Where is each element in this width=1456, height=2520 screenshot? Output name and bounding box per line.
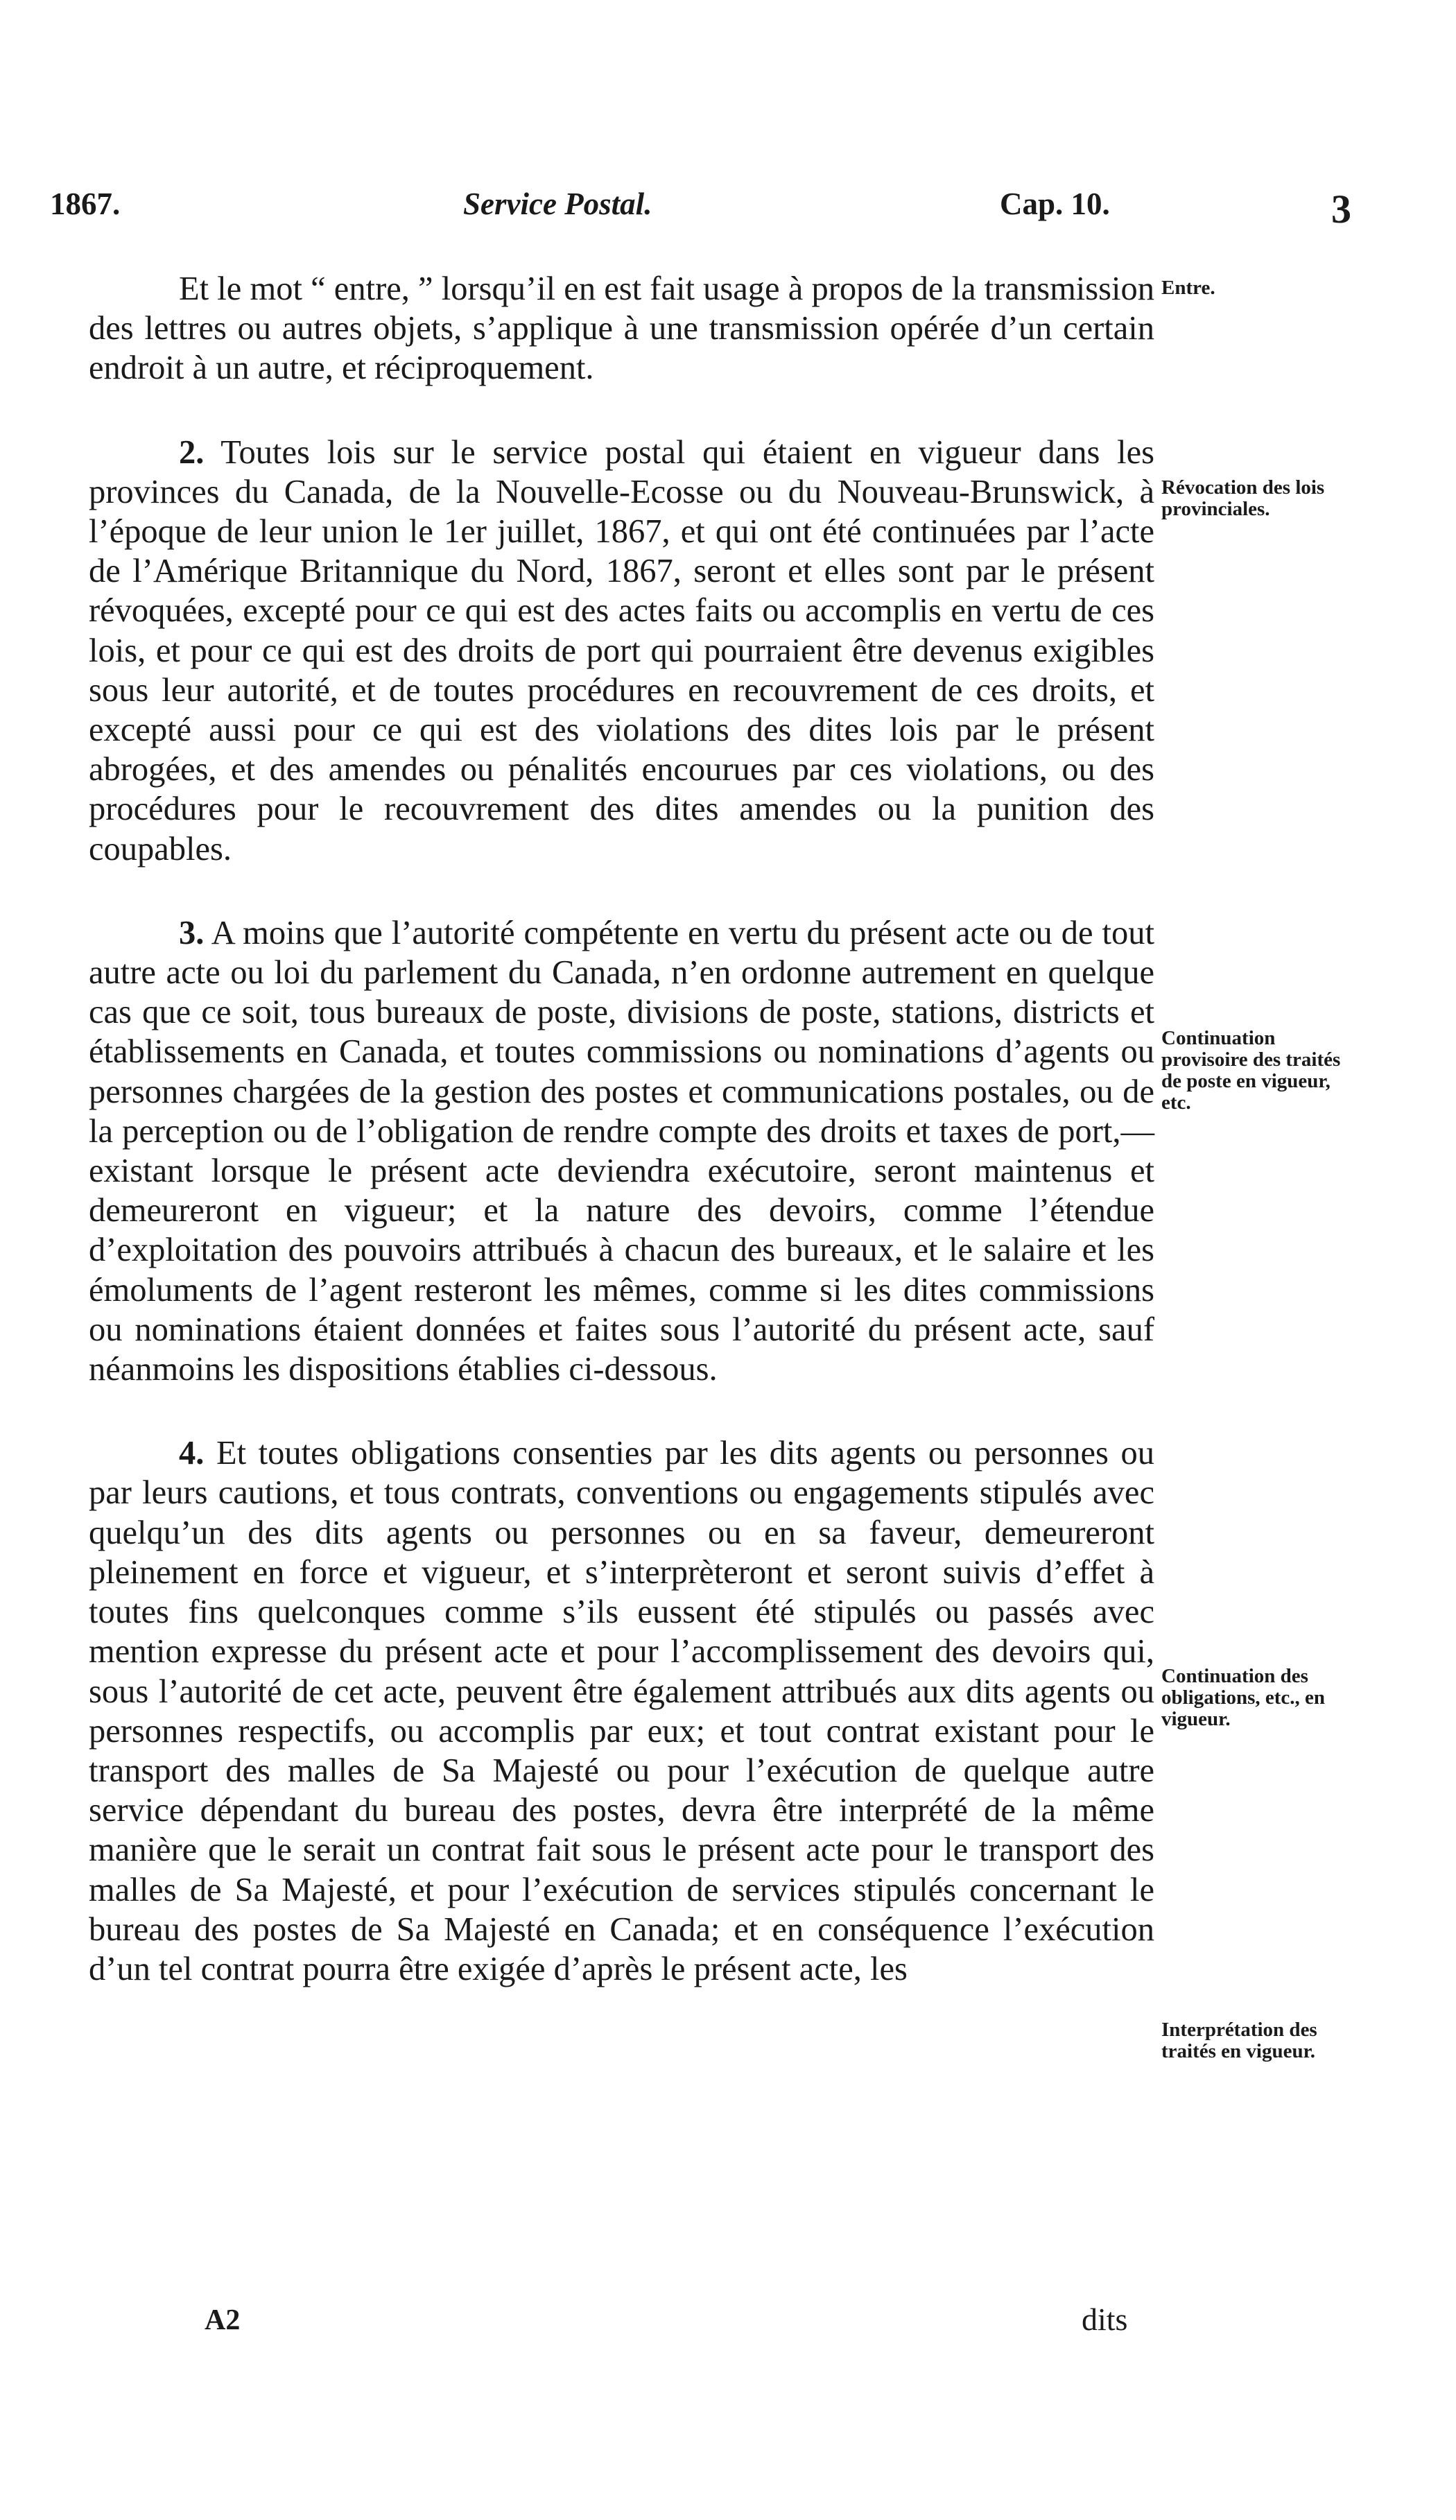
margin-note-entre: Entre. — [1161, 277, 1215, 299]
section-3 — [89, 913, 1154, 1389]
margin-note-continuation-provisoire: Continuation provisoire des traités de poste en vigueur, etc. — [1161, 1027, 1341, 1114]
section-number: 3. — [179, 914, 205, 951]
header-title: Service Postal. — [463, 187, 652, 221]
section-number: 2. — [179, 433, 205, 471]
body-text — [89, 269, 1154, 1989]
section-4 — [89, 1433, 1154, 1989]
page-number: 3 — [1331, 187, 1351, 232]
paragraph-text: A moins que l’autorité compétente en vertu du présent acte ou de tout autre acte ou loi du parlement du Canada, n’en ordonne autrement en quelque cas que ce soit, tous bureaux de poste, divisions de poste, stations, districts et établissements en Canada, et toutes commissions ou nominations d’agents ou personnes chargées de la gestion des postes et communications postales, ou de la perception ou de l’obligation de rendre compte des droits et taxes de port,—existant lorsque le présent acte deviendra exécutoire, seront maintenus et demeureront en vigueur; et la nature des devoirs, comme l’étendue d’exploitation des pouvoirs attribués à chacun des bureaux, et le salaire et les émoluments de l’agent resteront les mêmes, comme si les dites commissions ou nominations étaient données et faites sous l’autorité du présent acte, sauf néanmoins les dispositions établies ci-dessous. — [89, 914, 1155, 1388]
header-year: 1867. — [50, 187, 121, 221]
section-number: 4. — [179, 1435, 205, 1472]
running-header — [0, 186, 1456, 232]
margin-note-continuation-obligations: Continuation des obligations, etc., en vigueur. — [1161, 1665, 1326, 1730]
paragraph-text: Et le mot “ entre, ” lorsqu’il en est fait usage à propos de la transmission des lettres ou autres objets, s’applique à une transmission opérée d’un certain endroit à un autre, et réciproquement. — [89, 270, 1154, 387]
signature-mark: A2 — [205, 2304, 241, 2336]
header-chapter: Cap. 10. — [1000, 187, 1110, 221]
section-2 — [89, 433, 1154, 869]
margin-note-interpretation: Interprétation des traités en vigueur. — [1161, 2019, 1317, 2062]
margin-note-revocation: Révocation des lois provinciales. — [1161, 476, 1325, 520]
paragraph-text: Et toutes obligations consenties par les dits agents ou personnes ou par leurs cautions, et tous contrats, conventions ou engagements stipulés avec quelqu’un des dits agents ou personnes ou en sa faveur, demeureront pleinement en force et vigueur, et s’interprèteront et seront suivis d’effet à toutes fins quelconques comme s’ils eussent été stipulés ou passés avec mention expresse du présent acte et pour l’accomplissement des devoirs qui, sous l’autorité de cet acte, peuvent être également attribués aux dits agents ou personnes respectifs, ou accomplis par eux; et tout contrat existant pour le transport des malles de Sa Majesté ou pour l’exécution de quelque autre service dépendant du bureau des postes, devra être interprété de la même manière que le serait un contrat fait sous le présent acte pour le transport des malles de Sa Majesté, et pour l’exécution de services stipulés concernant le bureau des postes de Sa Majesté en Canada; et en conséquence l’exécution d’un tel contrat pourra être exigée d’après le présent acte, les — [89, 1435, 1154, 1987]
catchword: dits — [1082, 2302, 1128, 2337]
paragraph-entre — [89, 269, 1154, 388]
paragraph-text: Toutes lois sur le service postal qui étaient en vigueur dans les provinces du Canada, de la Nouvelle-Ecosse ou du Nouveau-Brunswick, à l’époque de leur union le 1er juillet, 1867, et qui ont été continuées par l’acte de l’Amérique Britannique du Nord, 1867, seront et elles sont par le présent révoquées, excepté pour ce qui est des actes faits ou accomplis en vertu de ces lois, et pour ce qui est des droits de port qui pourraient être devenus exigibles sous leur autorité, et de toutes procédures en recouvrement de ces droits, et excepté aussi pour ce qui est des violations des dites lois par le présent abrogées, et des amendes ou pénalités encourues par ces violations, ou des procédures pour le recouvrement des dites amendes ou la punition des coupables. — [89, 433, 1155, 868]
